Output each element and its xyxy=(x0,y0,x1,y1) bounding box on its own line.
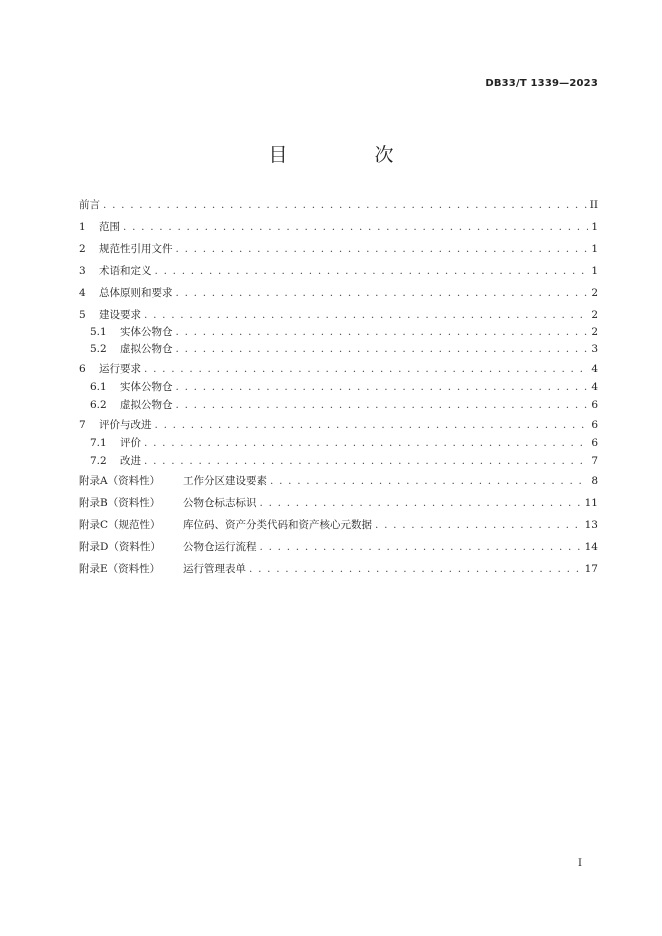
toc-leader-dots xyxy=(176,343,589,356)
toc-entry-page: 6 xyxy=(591,437,598,449)
toc-leader-dots xyxy=(176,381,589,394)
toc-entry[interactable] xyxy=(79,363,598,376)
toc-entry[interactable] xyxy=(79,199,598,212)
toc-leader-dots xyxy=(123,221,588,234)
toc-entry-page: 14 xyxy=(584,541,598,553)
toc-leader-dots xyxy=(144,455,588,468)
toc-entry[interactable] xyxy=(79,381,598,394)
toc-entry-number: 附录A（资料性） xyxy=(79,475,161,487)
toc-entry[interactable] xyxy=(79,265,598,278)
toc-entry-label: 工作分区建设要素 xyxy=(183,475,267,487)
toc-entry-number: 附录D（资料性） xyxy=(79,541,161,553)
toc-entry-number: 5.2 xyxy=(90,343,107,355)
toc-entry-label: 库位码、资产分类代码和资产核心元数据 xyxy=(183,519,372,531)
table-of-contents xyxy=(79,199,598,576)
toc-entry-number: 7 xyxy=(79,419,86,431)
toc-entry[interactable] xyxy=(79,221,598,234)
toc-entry-label: 运行管理表单 xyxy=(183,563,246,575)
toc-leader-dots xyxy=(375,519,582,532)
toc-leader-dots xyxy=(176,326,589,339)
toc-entry-label: 改进 xyxy=(120,455,141,467)
toc-entry-page: 2 xyxy=(591,287,598,299)
toc-entry-number: 附录B（资料性） xyxy=(79,497,161,509)
toc-entry-label: 运行要求 xyxy=(99,363,141,375)
toc-entry-number: 3 xyxy=(79,265,86,277)
page-title: 目 次 xyxy=(268,144,428,166)
toc-entry-label: 范围 xyxy=(99,221,120,233)
toc-entry-label: 总体原则和要求 xyxy=(99,287,173,299)
toc-leader-dots xyxy=(176,399,589,412)
toc-leader-dots xyxy=(103,199,587,212)
toc-entry[interactable] xyxy=(79,497,598,510)
toc-entry-label: 评价 xyxy=(120,437,141,449)
toc-leader-dots xyxy=(155,419,589,432)
toc-entry-number: 6 xyxy=(79,363,86,375)
toc-entry-page: 6 xyxy=(591,419,598,431)
toc-entry[interactable] xyxy=(79,455,598,468)
standard-code: DB33/T 1339—2023 xyxy=(485,78,598,89)
toc-entry-page: 1 xyxy=(591,265,598,277)
toc-entry-label: 虚拟公物仓 xyxy=(120,399,173,411)
toc-leader-dots xyxy=(176,287,589,300)
toc-entry-label: 虚拟公物仓 xyxy=(120,343,173,355)
toc-entry-label: 术语和定义 xyxy=(99,265,152,277)
toc-entry-page: 7 xyxy=(591,455,598,467)
toc-leader-dots xyxy=(249,563,582,576)
toc-entry[interactable] xyxy=(79,287,598,300)
toc-entry-page: 11 xyxy=(584,497,598,509)
toc-entry[interactable] xyxy=(79,419,598,432)
toc-entry[interactable] xyxy=(79,309,598,322)
toc-entry-page: 6 xyxy=(591,399,598,411)
toc-entry-page: 4 xyxy=(591,381,598,393)
toc-entry-label: 实体公物仓 xyxy=(120,326,173,338)
toc-entry-number: 6.1 xyxy=(90,381,107,393)
toc-entry-label: 评价与改进 xyxy=(99,419,152,431)
toc-entry-page: 8 xyxy=(591,475,598,487)
toc-entry[interactable] xyxy=(79,541,598,554)
toc-leader-dots xyxy=(176,243,589,256)
toc-leader-dots xyxy=(260,497,582,510)
toc-entry-number: 7.1 xyxy=(90,437,107,449)
toc-entry-number: 6.2 xyxy=(90,399,107,411)
toc-entry-number: 附录C（规范性） xyxy=(79,519,161,531)
toc-entry-number: 1 xyxy=(79,221,86,233)
toc-leader-dots xyxy=(144,363,588,376)
toc-entry-label: 公物仓标志标识 xyxy=(183,497,257,509)
toc-entry-page: 1 xyxy=(591,221,598,233)
toc-entry-label: 实体公物仓 xyxy=(120,381,173,393)
toc-entry-page: 13 xyxy=(584,519,598,531)
toc-entry-number: 4 xyxy=(79,287,86,299)
toc-entry-number: 5 xyxy=(79,309,86,321)
toc-leader-dots xyxy=(144,309,588,322)
toc-entry-page: 1 xyxy=(591,243,598,255)
toc-entry-number: 附录E（资料性） xyxy=(79,563,161,575)
toc-entry[interactable] xyxy=(79,475,598,488)
toc-entry-number: 7.2 xyxy=(90,455,107,467)
toc-leader-dots xyxy=(155,265,589,278)
page-number: I xyxy=(578,858,582,869)
toc-entry[interactable] xyxy=(79,343,598,356)
toc-entry[interactable] xyxy=(79,399,598,412)
toc-leader-dots xyxy=(260,541,582,554)
toc-leader-dots xyxy=(144,437,588,450)
toc-entry-number: 5.1 xyxy=(90,326,107,338)
toc-entry[interactable] xyxy=(79,563,598,576)
toc-entry-label: 公物仓运行流程 xyxy=(183,541,257,553)
toc-entry[interactable] xyxy=(79,519,598,532)
toc-entry-page: 2 xyxy=(591,309,598,321)
toc-entry-label: 前言 xyxy=(79,199,100,211)
toc-entry-page: 2 xyxy=(591,326,598,338)
toc-entry[interactable] xyxy=(79,437,598,450)
toc-entry-label: 规范性引用文件 xyxy=(99,243,173,255)
toc-leader-dots xyxy=(270,475,588,488)
toc-entry-label: 建设要求 xyxy=(99,309,141,321)
toc-entry-page: 3 xyxy=(591,343,598,355)
toc-entry[interactable] xyxy=(79,326,598,339)
toc-entry-page: II xyxy=(589,199,598,211)
toc-entry[interactable] xyxy=(79,243,598,256)
toc-entry-number: 2 xyxy=(79,243,86,255)
toc-entry-page: 4 xyxy=(591,363,598,375)
toc-entry-page: 17 xyxy=(584,563,598,575)
